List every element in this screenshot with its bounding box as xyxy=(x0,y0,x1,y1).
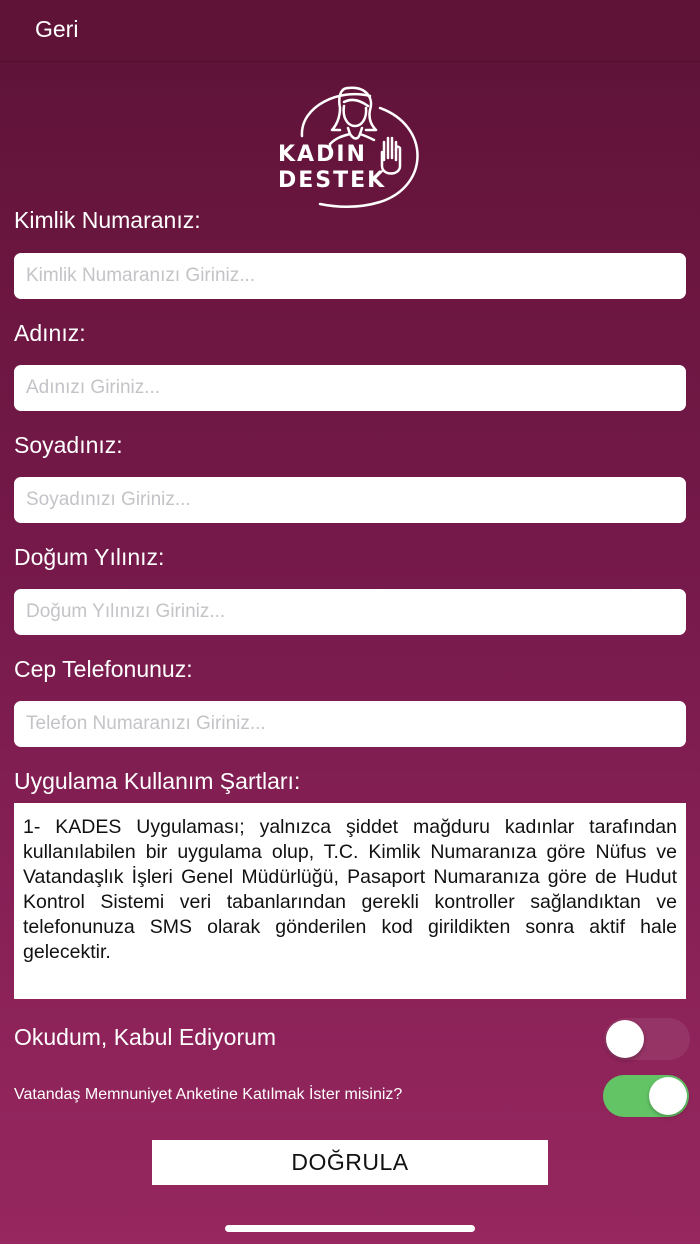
dogum-yili-input[interactable] xyxy=(14,589,686,635)
back-button[interactable]: Geri xyxy=(35,16,79,42)
home-indicator[interactable] xyxy=(225,1225,475,1232)
logo-text-destek: DESTEK xyxy=(278,168,387,193)
cep-telefonu-label: Cep Telefonunuz: xyxy=(14,656,193,682)
toggle-knob xyxy=(649,1077,687,1115)
survey-label: Vatandaş Memnuniyet Anketine Katılmak İster misiniz? xyxy=(14,1086,403,1103)
terms-text-box[interactable] xyxy=(14,803,686,999)
kimlik-label: Kimlik Numaranız: xyxy=(14,207,201,233)
survey-toggle[interactable] xyxy=(603,1075,689,1117)
kadin-destek-logo xyxy=(270,76,430,210)
logo-text-kadin: KADIN xyxy=(278,142,367,167)
toggle-knob xyxy=(606,1020,644,1058)
terms-title: Uygulama Kullanım Şartları: xyxy=(14,768,301,794)
navigation-bar xyxy=(0,0,700,62)
ad-label: Adınız: xyxy=(14,320,86,346)
dogum-yili-label: Doğum Yılınız: xyxy=(14,544,165,570)
soyad-label: Soyadınız: xyxy=(14,432,123,458)
verify-button[interactable]: DOĞRULA xyxy=(152,1140,548,1185)
accept-terms-label: Okudum, Kabul Ediyorum xyxy=(14,1024,277,1050)
cep-telefonu-input[interactable] xyxy=(14,701,686,747)
accept-terms-toggle[interactable] xyxy=(604,1018,690,1060)
ad-input[interactable] xyxy=(14,365,686,411)
kimlik-input[interactable] xyxy=(14,253,686,299)
terms-text: 1- KADES Uygulaması; yalnızca şiddet mağduru kadınlar tarafından kullanılabilen bir uygulama olup, T.C. Kimlik Numaranıza göre Nüfus ve Vatandaşlık İşleri Genel Müdürlüğü, Pasaport Numaranıza göre de Hudut Kontrol Sistemi veri tabanlarından gerekli kontroller sağlandıktan ve telefonunuza SMS olarak gönderilen kod girildikten sonra aktif hale gelecektir. xyxy=(23,816,677,963)
soyad-input[interactable] xyxy=(14,477,686,523)
